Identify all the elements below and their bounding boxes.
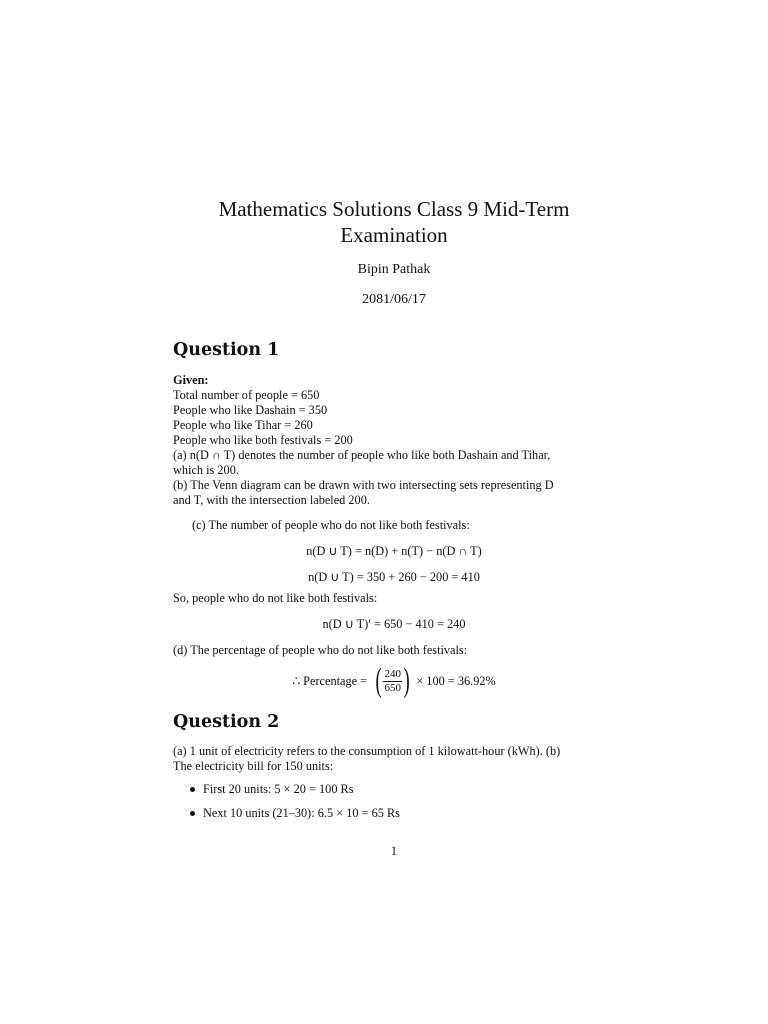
list-item-text: Next 10 units (21–30): 6.5 × 10 = 65 Rs [203,806,400,820]
given-line: People who like Tihar = 260 [173,418,313,432]
question-2-intro-line: The electricity bill for 150 units: [173,759,334,773]
so-line: So, people who do not like both festivals: [173,591,378,605]
part-b-line: and T, with the intersection labeled 200. [173,493,370,507]
bullet-icon [190,787,195,792]
question-1-body [173,373,623,508]
part-c-intro: (c) The number of people who do not like both festivals: [192,518,470,532]
list-item [190,806,400,821]
list-item [190,782,354,797]
question-2-heading: Question 2 [173,712,280,732]
title-line-2: Examination [340,223,448,247]
part-d-intro: (d) The percentage of people who do not like both festivals: [173,643,468,657]
part-a-line: which is 200. [173,463,239,477]
given-line: People who like both festivals = 200 [173,433,353,447]
author: Bipin Pathak [357,262,431,277]
question-2-body [173,744,623,774]
equation-complement: n(D ∪ T)′ = 650 − 410 = 240 [322,617,466,631]
equation-union-value: n(D ∪ T) = 350 + 260 − 200 = 410 [308,570,480,584]
equation-union-formula: n(D ∪ T) = n(D) + n(T) − n(D ∩ T) [306,544,482,558]
question-2-intro-line: (a) 1 unit of electricity refers to the consumption of 1 kilowatt-hour (kWh). (b) [173,744,561,758]
given-label: Given: [173,373,209,387]
left-paren: ( [375,662,382,699]
percentage-suffix: × 100 = 36.92% [416,673,496,688]
document-title [0,196,768,248]
page-number: 1 [390,844,398,858]
date: 2081/06/17 [362,292,426,307]
right-paren: ) [403,662,410,699]
fraction-numerator: 240 [384,667,401,680]
question-1-heading: Question 1 [173,340,280,360]
fraction [383,668,402,695]
list-item-text: First 20 units: 5 × 20 = 100 Rs [203,782,354,796]
part-b-line: (b) The Venn diagram can be drawn with two intersecting sets representing D [173,478,554,492]
given-line: People who like Dashain = 350 [173,403,328,417]
bullet-icon [190,811,195,816]
fraction-denominator: 650 [384,681,401,694]
given-line: Total number of people = 650 [173,388,320,402]
percentage-equation [0,664,768,698]
percentage-prefix: ∴ Percentage = [292,673,368,688]
title-line-1: Mathematics Solutions Class 9 Mid-Term [218,197,570,221]
part-a-line: (a) n(D ∩ T) denotes the number of people who like both Dashain and Tihar, [173,448,551,462]
